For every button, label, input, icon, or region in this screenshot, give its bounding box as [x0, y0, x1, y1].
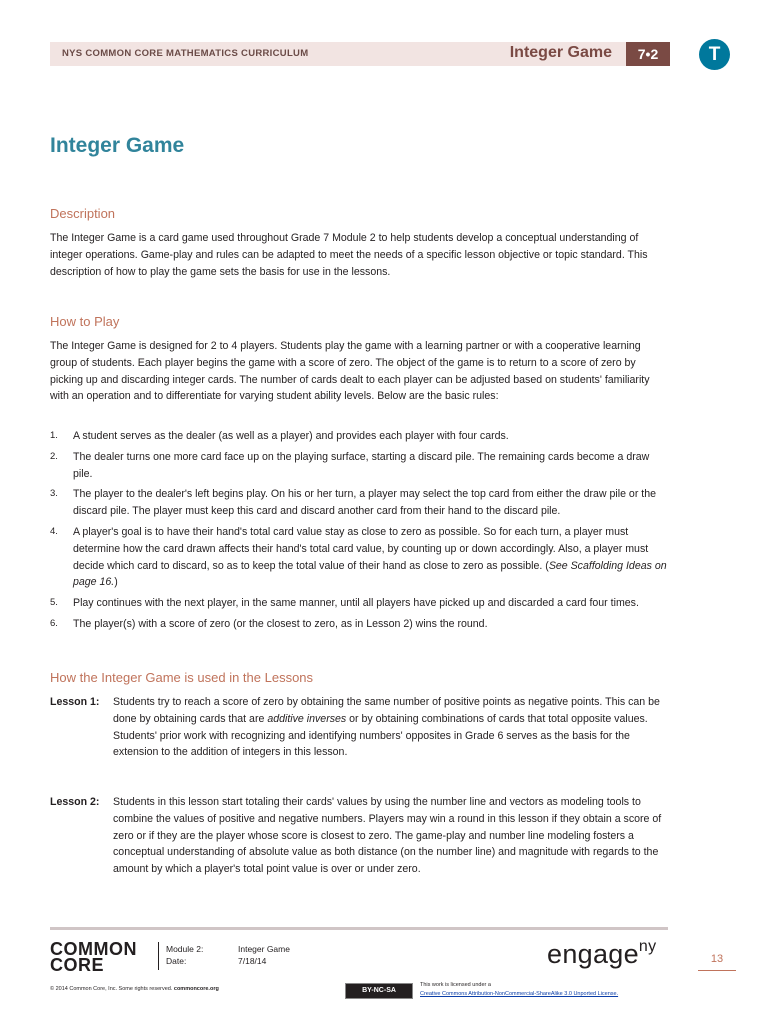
rules-list [50, 428, 670, 637]
lesson-1-text-b: or by obtaining combinations of cards that total opposite values. Students' prior work with recognizing and identifying numbers' opposites in Grade 6 serves as the basis for the extension to the addition of integers in this lesson. [113, 712, 648, 759]
how-to-play-heading: How to Play [50, 314, 120, 329]
copyright-notice [50, 986, 219, 992]
rule-item [50, 428, 670, 445]
rule-item [50, 486, 670, 520]
license-notice [420, 981, 618, 999]
license-link[interactable]: Creative Commons Attribution-NonCommercial-ShareAlike 3.0 Unported License. [420, 991, 619, 997]
rule-text: Play continues with the next player, in the same manner, until all players have picked up and discarded a card four times. [73, 597, 639, 610]
description-text: The Integer Game is a card game used throughout Grade 7 Module 2 to help students develop a conceptual understanding of integer operations. Game-play and rules can be adapted to meet the needs of a specific lesson objective or topic standard. This description of how to play the game sets the basis for use in the lessons. [50, 232, 648, 278]
module-label: Module 2: [166, 944, 204, 954]
license-line-1: This work is licensed under a [420, 982, 491, 988]
lesson-1-label: Lesson 1: [50, 696, 100, 708]
lesson-1-italic-term: additive inverses [267, 712, 347, 725]
module-value: Integer Game [238, 944, 290, 954]
page-number-underline [698, 970, 736, 971]
rule-text: The player(s) with a score of zero (or the closest to zero, as in Lesson 2) wins the round. [73, 617, 488, 630]
footer-vertical-divider [158, 942, 159, 970]
module-number-badge: 7•2 [626, 42, 670, 66]
rule-item: 4. A player's goal is to have their hand's total card value stay as close to zero as possible. So for each turn, a player must determine how the card drawn affects their hand's total card value, by counting up or down accordingly. Also, a player must decide which card to discard, so as to keep the total value of their hand as close to zero as possible. (See Scaffolding Ideas on page 16.) [50, 525, 667, 589]
logo-line-2: CORE [50, 955, 105, 975]
page-number: 13 [710, 953, 724, 965]
rule-text: A student serves as the dealer (as well as a player) and provides each player with four cards. [73, 430, 509, 442]
scaffolding-note: See Scaffolding Ideas on page 16. [73, 559, 667, 589]
lesson-2-block [50, 794, 670, 878]
rule-number: 4. [50, 525, 58, 537]
rule-item [50, 616, 670, 633]
rule-number: 6. [50, 617, 58, 629]
copyright-text: © 2014 Common Core, Inc. Some rights reserved. [50, 986, 173, 992]
copyright-site: commoncore.org [173, 986, 219, 992]
header-title: Integer Game [509, 44, 612, 61]
cc-license-badge-icon[interactable]: BY-NC-SA [345, 983, 413, 999]
curriculum-label: NYS COMMON CORE MATHEMATICS CURRICULUM [62, 48, 309, 59]
rule-number: 5. [50, 597, 58, 609]
page-title: Integer Game [50, 134, 185, 157]
ny-superscript: ny [638, 938, 657, 955]
date-label: Date: [166, 956, 187, 966]
rule-number: 2. [50, 450, 58, 462]
lesson-1-block [50, 694, 670, 761]
rule-number: 3. [50, 488, 58, 500]
rule-item [50, 449, 670, 483]
rule-item [50, 595, 670, 612]
lesson-2-label: Lesson 2: [50, 796, 100, 808]
engageny-logo [547, 938, 656, 970]
lesson-1-text-a: Students try to reach a score of zero by obtaining the same number of positive points as negative points. This can be done by obtaining cards that are [113, 696, 660, 725]
lesson-1-text [113, 694, 670, 761]
header-bar [50, 42, 670, 66]
footer-divider [50, 927, 668, 930]
lesson-2-text: Students in this lesson start totaling their cards' values by using the number line and vectors as modeling tools to combine the values of positive and negative numbers. Players may win a round in this lesson if they obtain a score of zero or if they are the player whose score is closest to zero. The game-play and number line modeling fosters a conceptual understanding of absolute value as both distance (on the number line) and magnitude with regards to the amount by which a player's total point value is over or under zero. [113, 796, 662, 876]
rule-text: The player to the dealer's left begins play. On his or her turn, a player may select the top card from either the draw pile or the discard pile. The player must keep this card and discard another card from their hand to the discard pile. [73, 488, 657, 518]
lessons-heading: How the Integer Game is used in the Lessons [50, 670, 314, 685]
date-value: 7/18/14 [238, 956, 267, 966]
how-to-play-intro: The Integer Game is designed for 2 to 4 players. Students play the game with a learning partner or with a cooperative learning group of students. Each player begins the game with a score of zero. The object of the game is to return to a score of zero by picking up and discarding integer cards. The number of cards dealt to each player can be adjusted based on students' familiarity with an operation and to differentiate for varying student ability levels. Below are the basic rules: [50, 340, 650, 403]
teacher-badge-icon: T [699, 39, 730, 70]
rule-text: A player's goal is to have their hand's total card value stay as close to zero as possible. So for each turn, a player must determine how the card drawn affects their hand's total card value, by counting up or down accordingly. Also, a player must decide which card to discard, so as to keep the total value of their hand as close to zero as possible. [73, 525, 649, 572]
description-heading: Description [50, 206, 116, 221]
rule-number: 1. [50, 430, 58, 441]
rule-text: The dealer turns one more card face up on the playing surface, starting a discard pile. The remaining cards become a draw pile. [73, 450, 650, 480]
common-core-logo [50, 941, 137, 973]
logo-line-1: COMMON [50, 939, 137, 959]
engage-word: engage [547, 939, 639, 969]
